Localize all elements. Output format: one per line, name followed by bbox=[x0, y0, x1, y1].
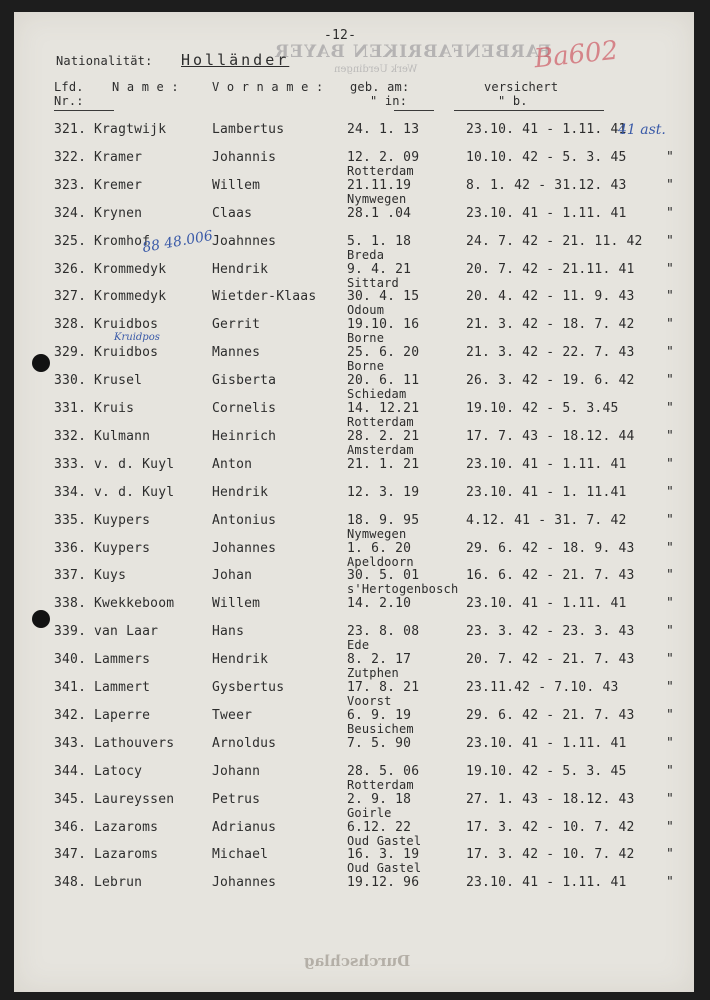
row-ditto-mark: " bbox=[666, 289, 675, 304]
row-ditto-mark: " bbox=[666, 206, 675, 221]
row-number: 347. bbox=[54, 847, 87, 862]
row-firstname: Antonius bbox=[212, 513, 277, 528]
row-firstname: Michael bbox=[212, 847, 269, 862]
row-number: 335. bbox=[54, 513, 87, 528]
row-firstname: Johan bbox=[212, 568, 253, 583]
row-insured-period: 23.10. 41 - 1.11. 41 bbox=[466, 457, 627, 472]
row-firstname: Hans bbox=[212, 624, 245, 639]
row-insured-period: 21. 3. 42 - 18. 7. 42 bbox=[466, 317, 635, 332]
row-firstname: Johannes bbox=[212, 541, 277, 556]
row-birthdate: 21.11.19 bbox=[347, 178, 412, 193]
row-insured-period: 23.10. 41 - 1.11. 41 bbox=[466, 206, 627, 221]
row-insured-period: 26. 3. 42 - 19. 6. 42 bbox=[466, 373, 635, 388]
row-number: 322. bbox=[54, 150, 87, 165]
row-firstname: Mannes bbox=[212, 345, 261, 360]
row-number: 333. bbox=[54, 457, 87, 472]
row-surname: Laureyssen bbox=[94, 792, 175, 807]
row-number: 331. bbox=[54, 401, 87, 416]
row-ditto-mark: " bbox=[666, 596, 675, 611]
row-firstname: Wietder-Klaas bbox=[212, 289, 317, 304]
row-birthdate: 1. 6. 20 bbox=[347, 541, 412, 556]
row-birthplace: Borne bbox=[347, 331, 385, 345]
row-surname: Kruidbos bbox=[94, 345, 159, 360]
row-birthplace: Voorst bbox=[347, 694, 392, 708]
row-ditto-mark: " bbox=[666, 401, 675, 416]
row-ditto-mark: " bbox=[666, 680, 675, 695]
row-firstname: Willem bbox=[212, 178, 261, 193]
row-birthplace: Amsterdam bbox=[347, 443, 414, 457]
handwritten-note: 41 ast. bbox=[618, 122, 666, 138]
row-insured-period: 29. 6. 42 - 21. 7. 43 bbox=[466, 708, 635, 723]
row-birthdate: 6. 9. 19 bbox=[347, 708, 412, 723]
row-surname: Kruis bbox=[94, 401, 135, 416]
row-firstname: Lambertus bbox=[212, 122, 285, 137]
row-number: 324. bbox=[54, 206, 87, 221]
row-birthplace: s'Hertogenbosch bbox=[347, 582, 459, 596]
row-insured-period: 17. 7. 43 - 18.12. 44 bbox=[466, 429, 635, 444]
row-insured-period: 16. 6. 42 - 21. 7. 43 bbox=[466, 568, 635, 583]
row-birthplace: Apeldoorn bbox=[347, 555, 414, 569]
row-birthplace: Rotterdam bbox=[347, 164, 414, 178]
row-surname: Kulmann bbox=[94, 429, 151, 444]
row-insured-period: 24. 7. 42 - 21. 11. 42 bbox=[466, 234, 643, 249]
row-birthdate: 20. 6. 11 bbox=[347, 373, 420, 388]
row-birthplace: Rotterdam bbox=[347, 778, 414, 792]
row-firstname: Heinrich bbox=[212, 429, 277, 444]
row-birthplace: Beusichem bbox=[347, 722, 414, 736]
row-birthplace: Nymwegen bbox=[347, 192, 407, 206]
row-ditto-mark: " bbox=[666, 652, 675, 667]
row-birthdate: 25. 6. 20 bbox=[347, 345, 420, 360]
row-number: 327. bbox=[54, 289, 87, 304]
row-birthplace: Oud Gastel bbox=[347, 861, 422, 875]
row-number: 323. bbox=[54, 178, 87, 193]
row-firstname: Hendrik bbox=[212, 262, 269, 277]
row-birthdate: 12. 3. 19 bbox=[347, 485, 420, 500]
row-number: 345. bbox=[54, 792, 87, 807]
row-insured-period: 27. 1. 43 - 18.12. 43 bbox=[466, 792, 635, 807]
row-ditto-mark: " bbox=[666, 234, 675, 249]
row-birthplace: Ede bbox=[347, 638, 370, 652]
row-surname: Krusel bbox=[94, 373, 143, 388]
row-ditto-mark: " bbox=[666, 875, 675, 890]
header-rule bbox=[454, 110, 604, 111]
row-birthdate: 14. 12.21 bbox=[347, 401, 420, 416]
row-birthdate: 30. 5. 01 bbox=[347, 568, 420, 583]
row-surname: Kwekkeboom bbox=[94, 596, 175, 611]
row-birthdate: 5. 1. 18 bbox=[347, 234, 412, 249]
row-surname: Laperre bbox=[94, 708, 151, 723]
row-firstname: Claas bbox=[212, 206, 253, 221]
row-firstname: Johann bbox=[212, 764, 261, 779]
row-number: 338. bbox=[54, 596, 87, 611]
row-firstname: Willem bbox=[212, 596, 261, 611]
row-number: 336. bbox=[54, 541, 87, 556]
row-ditto-mark: " bbox=[666, 178, 675, 193]
header-rule bbox=[54, 110, 114, 111]
row-birthdate: 30. 4. 15 bbox=[347, 289, 420, 304]
row-birthplace: Odoum bbox=[347, 303, 385, 317]
row-insured-period: 21. 3. 42 - 22. 7. 43 bbox=[466, 345, 635, 360]
row-ditto-mark: " bbox=[666, 513, 675, 528]
row-surname: Kramer bbox=[94, 150, 143, 165]
row-surname: Kruidbos bbox=[94, 317, 159, 332]
row-birthplace: Rotterdam bbox=[347, 415, 414, 429]
row-firstname: Johannis bbox=[212, 150, 277, 165]
row-ditto-mark: " bbox=[666, 373, 675, 388]
row-firstname: Hendrik bbox=[212, 652, 269, 667]
row-insured-period: 19.10. 42 - 5. 3.45 bbox=[466, 401, 619, 416]
handwritten-note: 88 48.006 bbox=[141, 227, 215, 257]
row-birthdate: 28. 2. 21 bbox=[347, 429, 420, 444]
row-surname: Lammert bbox=[94, 680, 151, 695]
row-insured-period: 29. 6. 42 - 18. 9. 43 bbox=[466, 541, 635, 556]
row-birthplace: Zutphen bbox=[347, 666, 399, 680]
row-insured-period: 23.10. 41 - 1.11. 41 bbox=[466, 736, 627, 751]
row-insured-period: 23.10. 41 - 1. 11.41 bbox=[466, 485, 627, 500]
row-surname: van Laar bbox=[94, 624, 159, 639]
header-rule bbox=[394, 110, 434, 111]
row-number: 334. bbox=[54, 485, 87, 500]
header-nr: Nr.: bbox=[54, 94, 84, 108]
row-surname: v. d. Kuyl bbox=[94, 457, 175, 472]
row-ditto-mark: " bbox=[666, 708, 675, 723]
row-ditto-mark: " bbox=[666, 345, 675, 360]
row-number: 325. bbox=[54, 234, 87, 249]
row-ditto-mark: " bbox=[666, 624, 675, 639]
header-geb-in: " in: bbox=[370, 94, 408, 108]
row-insured-period: 8. 1. 42 - 31.12. 43 bbox=[466, 178, 627, 193]
row-firstname: Johannes bbox=[212, 875, 277, 890]
row-ditto-mark: " bbox=[666, 792, 675, 807]
row-firstname: Cornelis bbox=[212, 401, 277, 416]
header-geb: geb. am: bbox=[350, 80, 410, 94]
row-number: 342. bbox=[54, 708, 87, 723]
row-insured-period: 23.10. 41 - 1.11. 41 bbox=[466, 596, 627, 611]
header-vers-sub: " b. bbox=[498, 94, 528, 108]
row-number: 344. bbox=[54, 764, 87, 779]
row-insured-period: 10.10. 42 - 5. 3. 45 bbox=[466, 150, 627, 165]
row-insured-period: 19.10. 42 - 5. 3. 45 bbox=[466, 764, 627, 779]
row-number: 326. bbox=[54, 262, 87, 277]
punch-hole bbox=[32, 610, 50, 628]
row-firstname: Hendrik bbox=[212, 485, 269, 500]
row-ditto-mark: " bbox=[666, 317, 675, 332]
row-insured-period: 23.10. 41 - 1.11. 41 bbox=[466, 875, 627, 890]
row-firstname: Gysbertus bbox=[212, 680, 285, 695]
bleed-through-letterhead: FARBENFABRIKEN BAYER bbox=[274, 42, 552, 62]
header-versichert: versichert bbox=[484, 80, 559, 94]
row-birthdate: 7. 5. 90 bbox=[347, 736, 412, 751]
row-birthplace: Schiedam bbox=[347, 387, 407, 401]
footer-bleed-durchschlag: Durchschlag bbox=[304, 952, 411, 970]
row-number: 348. bbox=[54, 875, 87, 890]
row-firstname: Gisberta bbox=[212, 373, 277, 388]
punch-hole bbox=[32, 354, 50, 372]
row-insured-period: 20. 4. 42 - 11. 9. 43 bbox=[466, 289, 635, 304]
row-number: 341. bbox=[54, 680, 87, 695]
row-number: 330. bbox=[54, 373, 87, 388]
header-vorname: V o r n a m e : bbox=[212, 80, 324, 94]
row-ditto-mark: " bbox=[666, 150, 675, 165]
page-number: -12- bbox=[324, 28, 357, 43]
row-birthplace: Breda bbox=[347, 248, 385, 262]
row-ditto-mark: " bbox=[666, 568, 675, 583]
row-ditto-mark: " bbox=[666, 847, 675, 862]
row-surname: Krommedyk bbox=[94, 289, 167, 304]
row-ditto-mark: " bbox=[666, 820, 675, 835]
row-insured-period: 20. 7. 42 - 21. 7. 43 bbox=[466, 652, 635, 667]
row-surname: Kragtwijk bbox=[94, 122, 167, 137]
row-ditto-mark: " bbox=[666, 764, 675, 779]
row-firstname: Gerrit bbox=[212, 317, 261, 332]
row-number: 337. bbox=[54, 568, 87, 583]
row-birthdate: 17. 8. 21 bbox=[347, 680, 420, 695]
row-ditto-mark: " bbox=[666, 457, 675, 472]
header-lfd: Lfd. bbox=[54, 80, 84, 94]
row-number: 332. bbox=[54, 429, 87, 444]
row-insured-period: 23.11.42 - 7.10. 43 bbox=[466, 680, 619, 695]
row-firstname: Joahnnes bbox=[212, 234, 277, 249]
row-surname: Lazaroms bbox=[94, 847, 159, 862]
document-sheet bbox=[14, 12, 694, 992]
archive-stamp: Ba602 bbox=[532, 35, 620, 75]
row-birthplace: Goirle bbox=[347, 806, 392, 820]
row-ditto-mark: " bbox=[666, 485, 675, 500]
row-birthdate: 8. 2. 17 bbox=[347, 652, 412, 667]
row-surname: Lebrun bbox=[94, 875, 143, 890]
row-birthdate: 9. 4. 21 bbox=[347, 262, 412, 277]
row-number: 346. bbox=[54, 820, 87, 835]
row-birthdate: 28.1 .04 bbox=[347, 206, 412, 221]
handwritten-note: Kruidpos bbox=[114, 332, 160, 343]
row-surname: Kuypers bbox=[94, 541, 151, 556]
row-surname: Lazaroms bbox=[94, 820, 159, 835]
row-surname: Krynen bbox=[94, 206, 143, 221]
row-birthdate: 16. 3. 19 bbox=[347, 847, 420, 862]
row-birthdate: 2. 9. 18 bbox=[347, 792, 412, 807]
row-birthdate: 21. 1. 21 bbox=[347, 457, 420, 472]
row-number: 328. bbox=[54, 317, 87, 332]
row-surname: Kuypers bbox=[94, 513, 151, 528]
row-ditto-mark: " bbox=[666, 541, 675, 556]
row-birthdate: 19.12. 96 bbox=[347, 875, 420, 890]
row-firstname: Petrus bbox=[212, 792, 261, 807]
row-birthplace: Borne bbox=[347, 359, 385, 373]
row-surname: Kromhof bbox=[94, 234, 151, 249]
row-surname: Kremer bbox=[94, 178, 143, 193]
row-number: 339. bbox=[54, 624, 87, 639]
row-insured-period: 23. 3. 42 - 23. 3. 43 bbox=[466, 624, 635, 639]
row-birthdate: 24. 1. 13 bbox=[347, 122, 420, 137]
row-surname: Lammers bbox=[94, 652, 151, 667]
row-firstname: Anton bbox=[212, 457, 253, 472]
bleed-through-subhead: Werk Uerdingen bbox=[334, 64, 418, 75]
header-name: N a m e : bbox=[112, 80, 179, 94]
row-birthdate: 6.12. 22 bbox=[347, 820, 412, 835]
row-surname: Kuys bbox=[94, 568, 127, 583]
row-firstname: Tweer bbox=[212, 708, 253, 723]
row-birthdate: 28. 5. 06 bbox=[347, 764, 420, 779]
row-number: 329. bbox=[54, 345, 87, 360]
nationality-value: Holländer bbox=[181, 51, 290, 69]
row-insured-period: 4.12. 41 - 31. 7. 42 bbox=[466, 513, 627, 528]
row-insured-period: 20. 7. 42 - 21.11. 41 bbox=[466, 262, 635, 277]
row-surname: Latocy bbox=[94, 764, 143, 779]
row-birthdate: 12. 2. 09 bbox=[347, 150, 420, 165]
row-ditto-mark: " bbox=[666, 262, 675, 277]
row-birthdate: 18. 9. 95 bbox=[347, 513, 420, 528]
row-ditto-mark: " bbox=[666, 736, 675, 751]
row-surname: Lathouvers bbox=[94, 736, 175, 751]
row-firstname: Adrianus bbox=[212, 820, 277, 835]
row-insured-period: 17. 3. 42 - 10. 7. 42 bbox=[466, 847, 635, 862]
row-number: 321. bbox=[54, 122, 87, 137]
row-surname: Krommedyk bbox=[94, 262, 167, 277]
row-firstname: Arnoldus bbox=[212, 736, 277, 751]
row-insured-period: 23.10. 41 - 1.11. 41 bbox=[466, 122, 627, 137]
row-surname: v. d. Kuyl bbox=[94, 485, 175, 500]
row-birthplace: Nymwegen bbox=[347, 527, 407, 541]
row-birthdate: 23. 8. 08 bbox=[347, 624, 420, 639]
row-birthdate: 14. 2.10 bbox=[347, 596, 412, 611]
row-birthdate: 19.10. 16 bbox=[347, 317, 420, 332]
row-number: 343. bbox=[54, 736, 87, 751]
row-insured-period: 17. 3. 42 - 10. 7. 42 bbox=[466, 820, 635, 835]
row-number: 340. bbox=[54, 652, 87, 667]
row-ditto-mark: " bbox=[666, 429, 675, 444]
nationality-label: Nationalität: bbox=[56, 54, 153, 68]
row-birthplace: Oud Gastel bbox=[347, 834, 422, 848]
row-birthplace: Sittard bbox=[347, 276, 399, 290]
